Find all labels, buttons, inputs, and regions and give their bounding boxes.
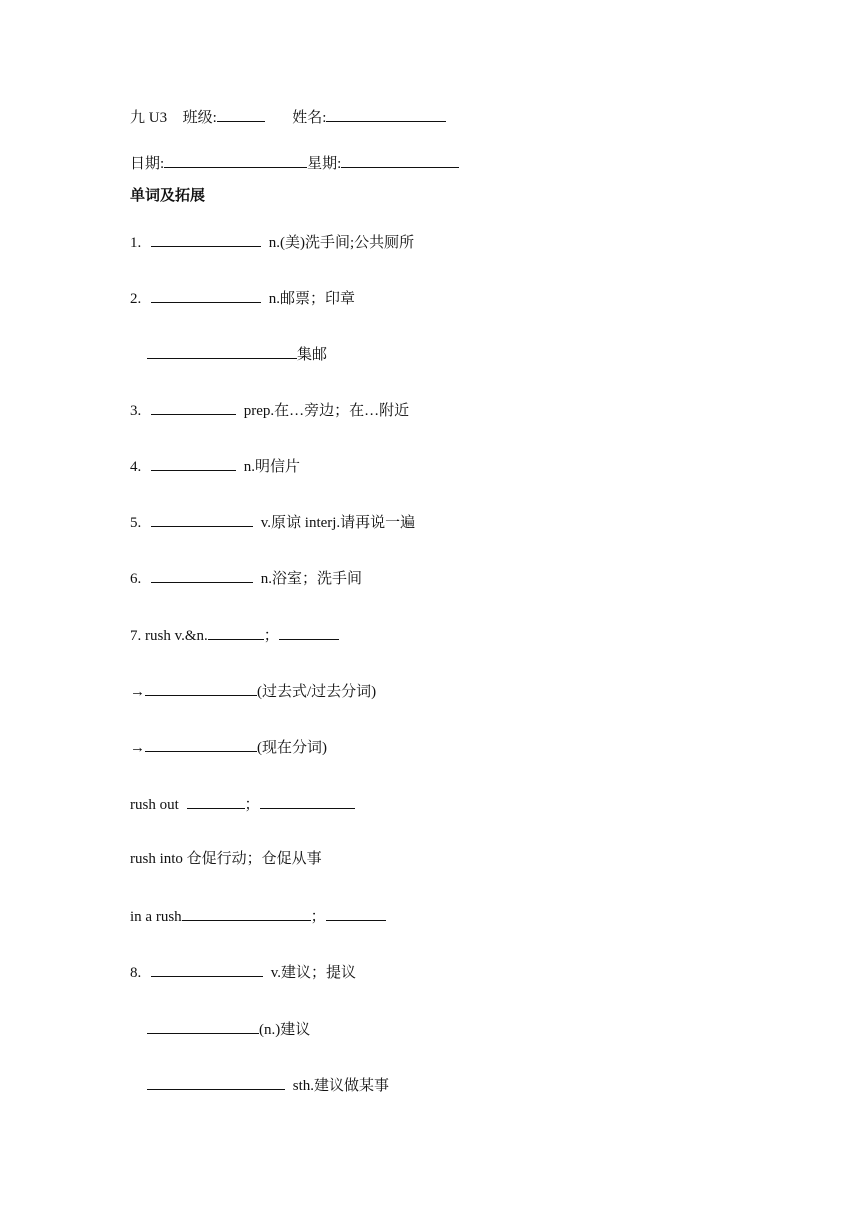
date-label: 日期: <box>130 156 165 172</box>
answer-blank[interactable] <box>151 455 236 471</box>
unit-label: 九 U3 <box>130 110 168 126</box>
weekday-label: 星期: <box>307 156 342 172</box>
item-number: 2. <box>130 291 142 307</box>
arrow: → <box>130 740 145 756</box>
answer-blank[interactable] <box>147 1018 259 1034</box>
item-headword: 7. rush v.&n. <box>130 628 208 644</box>
answer-blank[interactable] <box>151 287 261 303</box>
item-definition: n.(美)洗手间;公共厕所 <box>268 235 415 251</box>
item-8-noun <box>147 1018 310 1040</box>
item-4 <box>130 455 300 477</box>
item-number: 3. <box>130 403 142 419</box>
item-definition: 集邮 <box>297 347 328 363</box>
item-definition: (过去式/过去分词) <box>257 684 377 700</box>
item-number: 4. <box>130 459 142 475</box>
item-definition: n.邮票；印章 <box>268 291 356 307</box>
answer-blank[interactable] <box>147 1074 285 1090</box>
item-definition: (n.)建议 <box>259 1022 311 1038</box>
name-label: 姓名: <box>292 110 327 126</box>
class-blank[interactable] <box>217 106 265 122</box>
item-7-present <box>130 736 327 758</box>
item-definition: (现在分词) <box>257 740 327 756</box>
item-definition: v.原谅 interj.请再说一遍 <box>260 515 416 531</box>
item-2 <box>130 287 355 309</box>
answer-blank[interactable] <box>182 905 311 921</box>
answer-blank[interactable] <box>145 680 257 696</box>
phrase: in a rush <box>130 909 182 925</box>
separator: ； <box>263 628 279 644</box>
item-definition: sth.建议做某事 <box>292 1078 390 1094</box>
answer-blank[interactable] <box>187 793 245 809</box>
answer-blank[interactable] <box>151 567 253 583</box>
item-7-past <box>130 680 376 702</box>
answer-blank[interactable] <box>151 231 261 247</box>
answer-blank[interactable] <box>326 905 386 921</box>
date-blank[interactable] <box>164 152 307 168</box>
item-definition: prep.在…旁边；在…附近 <box>243 403 410 419</box>
header-line-1 <box>130 106 446 128</box>
separator: ； <box>310 909 326 925</box>
item-7 <box>130 624 339 646</box>
item-8 <box>130 961 356 983</box>
answer-blank[interactable] <box>279 624 339 640</box>
separator: ； <box>244 797 260 813</box>
answer-blank[interactable] <box>151 399 236 415</box>
item-3 <box>130 399 409 421</box>
class-label: 班级: <box>182 110 217 126</box>
item-definition: n.明信片 <box>243 459 301 475</box>
item-6 <box>130 567 362 589</box>
item-number: 1. <box>130 235 142 251</box>
item-number: 8. <box>130 965 142 981</box>
name-blank[interactable] <box>326 106 446 122</box>
item-8-phrase <box>147 1074 389 1096</box>
answer-blank[interactable] <box>151 511 253 527</box>
item-number: 5. <box>130 515 142 531</box>
weekday-blank[interactable] <box>341 152 459 168</box>
item-7-rush-out <box>130 793 355 815</box>
arrow: → <box>130 684 145 700</box>
answer-blank[interactable] <box>147 343 297 359</box>
item-number: 6. <box>130 571 142 587</box>
section-title: 单词及拓展 <box>130 188 206 204</box>
item-definition: v.建议；提议 <box>270 965 357 981</box>
answer-blank[interactable] <box>145 736 257 752</box>
answer-blank[interactable] <box>151 961 263 977</box>
item-definition: n.浴室；洗手间 <box>260 571 363 587</box>
item-7-in-a-rush <box>130 905 386 927</box>
item-5 <box>130 511 415 533</box>
item-7-rush-into <box>130 849 322 869</box>
answer-blank[interactable] <box>260 793 355 809</box>
phrase: rush into 仓促行动；仓促从事 <box>130 851 322 867</box>
item-1 <box>130 231 414 253</box>
item-2-sub <box>147 343 327 365</box>
header-line-2 <box>130 152 459 174</box>
answer-blank[interactable] <box>208 624 264 640</box>
phrase: rush out <box>130 797 179 813</box>
